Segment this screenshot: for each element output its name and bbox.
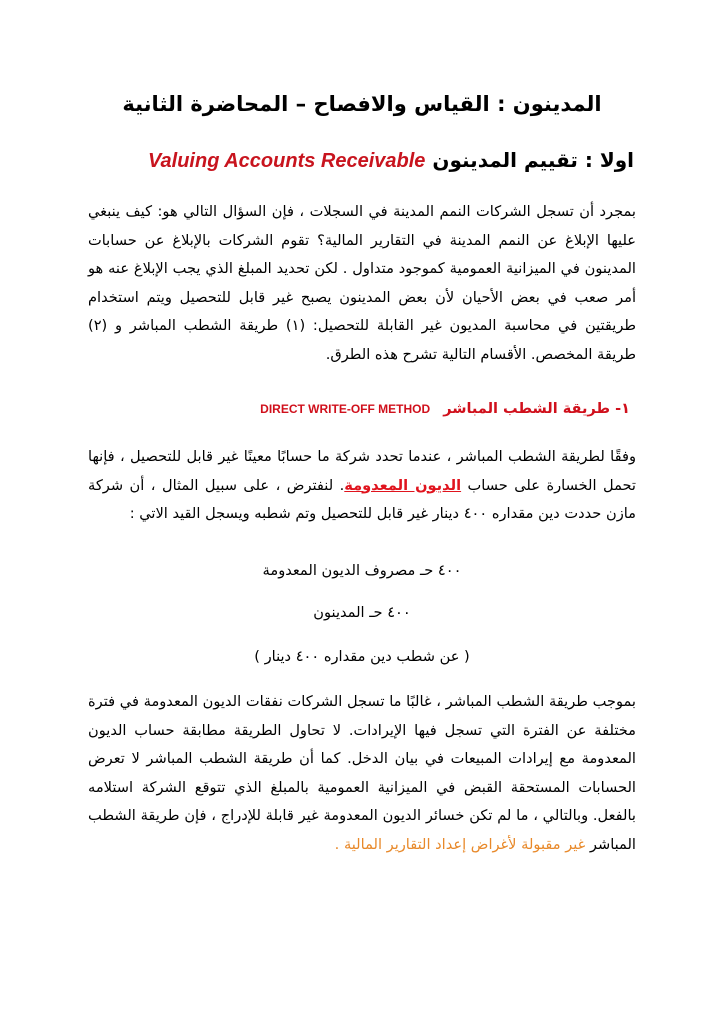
method-paragraph — [88, 443, 636, 529]
not-acceptable-highlight: غير مقبولة لأغراض إعداد التقارير المالية . — [334, 835, 586, 853]
journal-entry-debit: ٤٠٠ حـ مصروف الديون المعدومة — [262, 562, 462, 579]
subsection-heading — [260, 401, 630, 417]
section-heading-arabic: اولا : تقييم المدينون — [432, 148, 634, 172]
journal-entry-note: ( عن شطب دين مقداره ٤٠٠ دينار ) — [254, 648, 470, 665]
method-paragraph-start: وفقًا لطريقة الشطب المباشر ، عندما تحدد شركة ما حسابًا معينًا غير قابل للتحصيل ، فإنها تحمل الخسارة على حساب — [88, 448, 636, 494]
conclusion-paragraph — [88, 688, 636, 859]
conclusion-paragraph-text: بموجب طريقة الشطب المباشر ، غالبًا ما تسجل الشركات نفقات الديون المعدومة في فترة مختلفة عن الفترة التي تسجل فيها الإيرادات. لا تحاول الطريقة مطابقة حساب الديون المعدومة مع إيرادات المبيعات في بيان الدخل. كما أن طريقة الشطب المباشر لا تعرض الحسابات المستحقة القبض في الميزانية العمومية بالمبلغ الذي تتوقع الشركة استلامه بالفعل. وبالتالي ، ما لم تكن خسائر الديون المعدومة غير قابلة للإدراج ، فإن طريقة الشطب المباشر — [88, 693, 636, 853]
journal-entry-credit: ٤٠٠ حـ المدينون — [313, 604, 411, 621]
section-heading — [148, 148, 634, 173]
bad-debts-highlight: الديون المعدومة — [344, 476, 462, 494]
page-title: المدينون : القياس والافصاح – المحاضرة الثانية — [122, 92, 602, 116]
subsection-heading-english: DIRECT WRITE-OFF METHOD — [260, 402, 431, 416]
subsection-heading-arabic: ١- طريقة الشطب المباشر — [443, 401, 630, 417]
section-heading-english: Valuing Accounts Receivable — [147, 150, 426, 172]
intro-paragraph: بمجرد أن تسجل الشركات النمم المدينة في السجلات ، فإن السؤال التالي هو: كيف ينبغي عليها الإبلاغ عن النمم المدينة في التقارير المالية؟ تقوم الشركات بالإبلاغ عن حسابات المدينون في الميزانية العمومية كموجود متداول . لكن تحديد المبلغ الذي يجب الإبلاغ عنه هو أمر صعب في بعض الأحيان لأن بعض المدينون يصبح غير قابل للتحصيل ويتم استخدام طريقتين في محاسبة المديون غير القابلة للتحصيل: (١) طريقة الشطب المباشر و (٢) طريقة المخصص. الأقسام التالية تشرح هذه الطرق. — [88, 203, 636, 363]
method-paragraph-end: . لنفترض ، على سبيل المثال ، أن شركة مازن حددت دين مقداره ٤٠٠ دينار غير قابل للتحصيل وتم شطبه ويسجل القيد الاتي : — [88, 476, 636, 522]
